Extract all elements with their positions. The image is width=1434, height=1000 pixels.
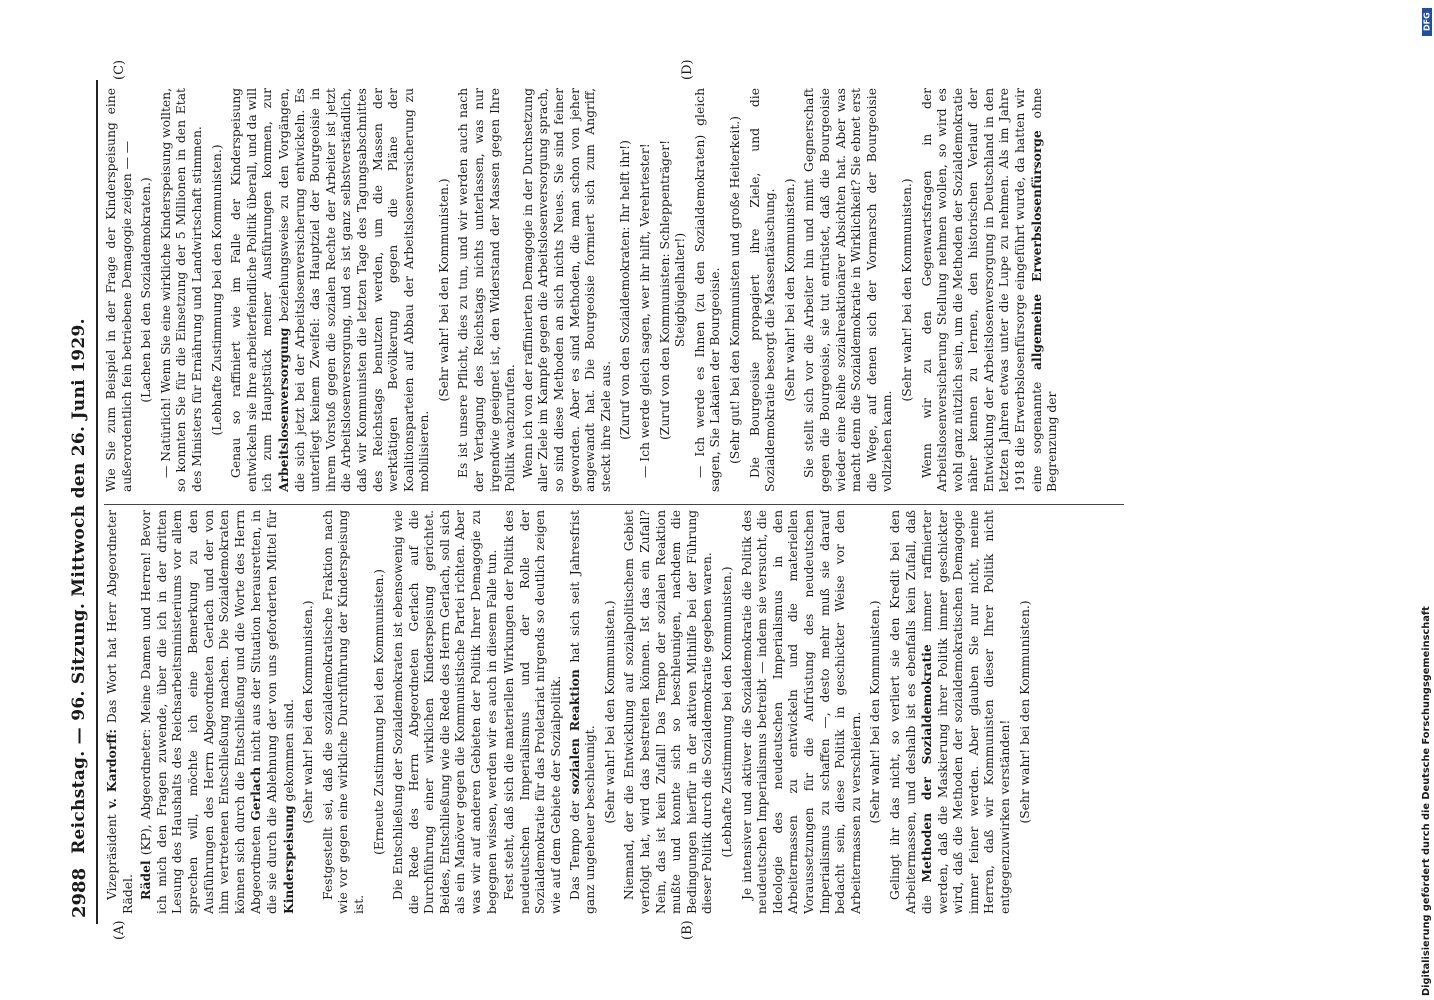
- header-rule: [96, 80, 98, 924]
- interjection: [728, 88, 744, 492]
- text-run: (Sehr wahr! bei den Kommunisten.): [436, 178, 451, 402]
- text-run: — Natürlich! Wenn Sie eine wirkliche Kinderspeisung wollten, so konnten Sie für die Einsetzung der 5 Millionen in den Etat des Ministers für Ernährung und Landwirtschaft stimmen.: [158, 88, 204, 492]
- running-head: Reichstag. — 96. Sitzung. Mittwoch den 26. Juni 1929.: [69, 318, 89, 854]
- text-run: Die Bourgeoisie propagiert ihre Ziele, und die Sozialdemokratie besorgt die Massentäuschung.: [747, 88, 778, 492]
- interjection: [618, 88, 634, 492]
- page-number: 2988: [68, 867, 90, 918]
- text-run: nicht aus der Situation herausretten, in die sie durch die Ablehnung der von uns geforderten Mittel für: [249, 510, 279, 914]
- emphasis-text: sozialen Reaktion: [566, 669, 582, 795]
- digitization-note-text: Digitalisierung gefördert durch die Deutsche Forschungsgemeinschaft: [1421, 606, 1432, 996]
- paragraph: [391, 510, 500, 914]
- digitization-note: [1420, 6, 1434, 1000]
- paragraph: [321, 510, 368, 914]
- text-run: Wenn wir zu den Gegenwartsfragen in der Arbeitslosenversicherung Stellung nehmen wollen, so wird es wohl ganz nützlich sein, um die Methoden der Sozialdemokratie näher kennen zu lernen, den historischen Verlauf der Entwicklung der Arbeitslosenversorgung in Deutschland in den letzten Jahren etwas unter die Lupe zu nehmen. Als im Jahre 1918 die Erwerbslosenfürsorge eingeführt wurde, da hatten wir eine sogenannte: [919, 88, 1044, 492]
- margin-mark-d: (D): [680, 59, 695, 80]
- emphasis-text: v. Kardorff:: [104, 729, 119, 809]
- text-run: immer raffinierter werden, daß die Maskierung ihrer Politik immer geschickter wird, daß die Methoden der sozialdemokratischen Demagogie immer feiner werden. Aber glauben Sie nur nicht, meine Herren, daß wir Kommunisten dieser Ihrer Politik nicht entgegenzuwirken verständen!: [920, 510, 1013, 914]
- text-run: (Lebhafte Zustimmung bei den Kommunisten.): [719, 566, 734, 858]
- margin-mark-c: (C): [112, 59, 127, 80]
- text-run: Je intensiver und aktiver die Sozialdemokratie die Politik des neudeutschen Imperialismus betreibt — indem sie versucht, die Ideologie des neudeutschen Imperialismus in den Arbeitermassen zu entwickeln und die materiellen Voraussetzungen für die Aufrüstung des neudeutschen Imperialismus zu schaffen —, desto mehr muß sie darauf bedacht sein, diese Politik in geschickter Weise vor den Arbeitermassen zu verschleiern.: [739, 510, 863, 914]
- text-run: (Zuruf von den Kommunisten: Schleppenträger! Steigbügelhalter!): [657, 139, 688, 441]
- emphasis-text: Kinderspeisung: [280, 805, 296, 914]
- paragraph: [802, 88, 896, 492]
- text-run: Sie stellt sich vor die Arbeiter hin und mimt Gegnerschaft gegen die Bourgeoisie, sie tut entrüstet, daß die Bourgeoisie wieder eine Reihe sozialreaktionärer Absichten hat. Aber was macht denn die Sozialdemokratie in Wirklichkeit? Sie ebnet erst die Wege, auf denen sich der Vormarsch der Bourgeoisie vollziehen kann.: [802, 88, 895, 492]
- paragraph: [456, 88, 518, 492]
- emphasis-text: allgemeine Erwerbslosenfürsorge: [1028, 130, 1044, 370]
- text-run: (Sehr wahr! bei den Kommunisten.): [1017, 600, 1032, 824]
- column-divider: [104, 504, 1124, 505]
- paragraph: [159, 88, 206, 492]
- paragraph: [740, 510, 865, 914]
- text-run: (Erneute Zustimmung bei den Kommunisten.): [371, 569, 386, 855]
- interjection: [658, 88, 689, 492]
- text-run: Wenn ich von der raffinierten Demagogie in der Durchsetzung aller Ziele im Kampfe gegen die Arbeitslosenversorgung sprach, so sind diese Methoden an sich nichts Neues. Sie sind feiner geworden. Aber es sind Methoden, die man schon von jeher angewandt hat. Die Bourgeoisie formiert sich zum Angriff, steckt ihre Ziele aus.: [520, 88, 613, 492]
- left-column: [104, 510, 1124, 914]
- interjection: [139, 88, 155, 492]
- margin-mark-a: (A): [112, 920, 127, 940]
- paragraph: [567, 510, 599, 914]
- emphasis-text: Rädel: [138, 860, 154, 900]
- text-run: beziehungsweise zu den Vorgängen, die sich jetzt bei der Arbeitslosenversicherung entwickeln. Es unterliegt keinem Zweifel: das Hauptziel der Bourgeoisie in ihrem Vorstoß gegen die sozialen Rechte der Arbeiter ist jetzt die Arbeitslosenversorgung, und es ist ganz selbstverständlich, daß wir Kommunisten die letzten Tage des Tagungsabschnittes des Reichstags benutzen werden, um die Massen der werktätigen Bevölkerung gegen die Pläne der Koalitionsparteien auf Abbau der Arbeitslosenversicherung zu mobilisieren.: [276, 88, 432, 492]
- text-run: — Ich werde es Ihnen (zu den Sozialdemokraten) gleich sagen, Sie Lakaien der Bourgeoisie.: [692, 88, 723, 492]
- interjection: [868, 510, 884, 914]
- paragraph: [138, 510, 297, 914]
- text-run: Wie Sie zum Beispiel in der Frage der Kinderspeisung eine außerordentlich fein betriebene Demagogie zeigen — —: [104, 88, 134, 492]
- emphasis-text: Gerlach: [248, 766, 264, 821]
- text-run: hat sich seit Jahresfrist ganz ungeheuer beschleunigt.: [567, 510, 598, 914]
- interjection: [437, 88, 453, 492]
- paragraph: [521, 88, 615, 492]
- text-run: (Sehr wahr! bei den Kommunisten.): [782, 178, 797, 402]
- text-run: (Sehr wahr! bei den Kommunisten.): [868, 600, 883, 824]
- text-run: Vizepräsident: [105, 808, 119, 900]
- emphasis-text: Methoden der Sozialdemokratie: [919, 644, 935, 883]
- paragraph: [693, 88, 724, 492]
- right-column: [104, 88, 1124, 492]
- paragraph: [748, 88, 779, 492]
- text-run: gekommen sind.: [281, 699, 296, 806]
- text-run: Die Entschließung der Sozialdemokraten ist ebensowenig wie die Rede des Herrn Abgeordneten Gerlach auf die Durchführung einer wirklichen Kinderspeisung gerichtet. Beides, Entschließung wie die Rede des Herrn Gerlach, soll sich als ein Manöver gegen die Kommunistische Partei richten. Aber was wir auf anderen Gebieten der Politik Ihrer Demagogie zu begegnen wissen, werden wir es auch in diesem Falle tun.: [391, 510, 499, 914]
- paragraph: [622, 510, 716, 914]
- interjection: [900, 88, 916, 492]
- text-run: Festgestellt sei, daß die sozialdemokratische Fraktion nach wie vor gegen eine wirkliche Durchführung der Kinderspeisung ist.: [320, 510, 366, 914]
- paragraph: [502, 510, 564, 914]
- text-run: (Zuruf von den Sozialdemokraten: Ihr helft ihr!): [618, 140, 633, 440]
- text-run: (Sehr gut! bei den Kommunisten und große Heiterkeit.): [727, 116, 742, 464]
- page-header: [66, 82, 92, 918]
- text-run: ohne Begrenzung der: [1029, 88, 1060, 492]
- paragraph: [888, 510, 1014, 914]
- text-run: — Ich werde gleich sagen, wer ihr hilft, Verehrtester!: [638, 143, 652, 478]
- text-run: Niemand, der die Entwicklung auf sozialpolitischem Gebiet verfolgt hat, wird das bestreiten können. Ist das ein Zufall? Nein, das ist kein Zufall! Das Tempo der sozialen Reaktion mußte und konnte sich so beschleunigen, nachdem die Bedingungen hierfür in der aktiven Mithilfe bei der Führung dieser Politik durch die Sozialdemokratie gegeben waren.: [622, 510, 715, 914]
- text-run: Gelingt ihr das nicht, so verliert sie den Kredit bei den Arbeitermassen, und deshalb ist es ebenfalls kein Zufall, daß die: [887, 510, 935, 914]
- dfg-logo: DFG: [1422, 8, 1432, 36]
- margin-mark-b: (B): [680, 920, 695, 940]
- text-run: (Lachen bei den Sozialdemokraten.): [139, 177, 154, 403]
- interjection: [783, 88, 799, 492]
- paragraph: [638, 88, 654, 492]
- interjection: [301, 510, 317, 914]
- text-run: (Sehr wahr! bei den Kommunisten.): [899, 178, 914, 402]
- page-content: [60, 59, 1138, 942]
- text-run: Fest steht, daß sich die materiellen Wirkungen der Politik des neudeutschen Imperialismus und der Rolle der Sozialdemokratie für das Proletariat nirgends so deutlich zeigen wie auf dem Gebiete der Sozialpolitik.: [502, 510, 564, 914]
- text-run: (KP), Abgeordneter: Meine Damen und Herren! Bevor ich mich den Fragen zuwende, über die ich in der dritten Lesung des Haushalts des Reichsarbeitsministeriums vor allem sprechen will, möchte ich eine Bemerkung zu den Ausführungen des Herrn Abgeordneten Gerlach und der von ihm vertretenen Entschließung machen. Die Sozialdemokraten können sich durch die Entschließung und die Worte des Herrn Abgeordneten: [139, 510, 264, 914]
- paragraph: [920, 88, 1061, 492]
- paragraph: [104, 88, 135, 492]
- paragraph: [104, 510, 136, 914]
- interjection: [1018, 510, 1034, 914]
- text-run: (Sehr wahr! bei den Kommunisten.): [602, 600, 617, 824]
- paragraph: [229, 88, 433, 492]
- text-run: (Sehr wahr! bei den Kommunisten.): [301, 600, 316, 824]
- text-run: Genau so raffiniert wie im Falle der Kinderspeisung entwickeln sie Ihre arbeiterfeindliche Politik überall, und da will ich zum Hauptstück meiner Ausführungen kommen, zur: [229, 88, 275, 492]
- rotated-page: [60, 59, 1138, 942]
- emphasis-text: Arbeitslosenversorgung: [275, 327, 291, 492]
- text-run: Es ist unsere Pflicht, dies zu tun, und wir werden auch nach der Vertagung des Reichstags nichts unterlassen, was nur irgendwie geeignet ist, den Widerstand der Massen gegen Ihre Politik wachzurufen.: [456, 88, 518, 492]
- text-run: (Lebhafte Zustimmung bei den Kommunisten.): [209, 144, 224, 436]
- interjection: [372, 510, 388, 914]
- interjection: [603, 510, 619, 914]
- interjection: [720, 510, 736, 914]
- text-run: Das Wort hat Herr Abgeordneter Rädel.: [105, 510, 135, 914]
- text-run: Das Tempo der: [567, 794, 582, 900]
- interjection: [210, 88, 226, 492]
